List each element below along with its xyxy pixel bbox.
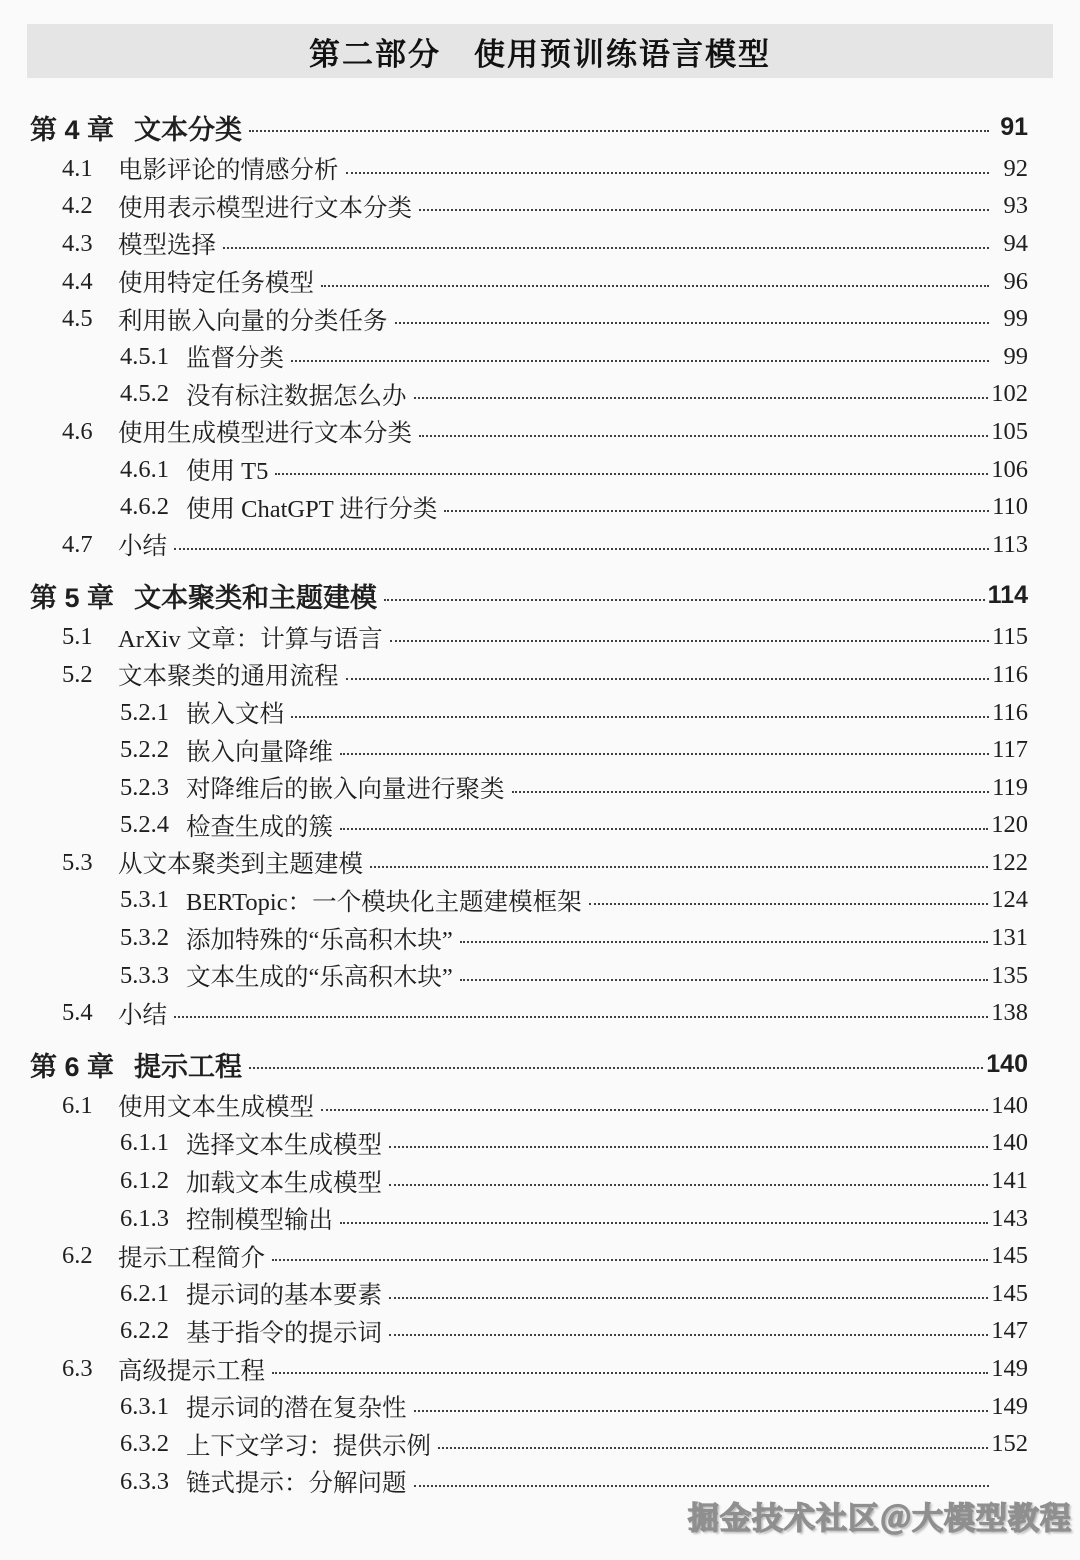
toc-entry-title: 提示词的基本要素 (186, 1282, 382, 1310)
toc-entry-page: 147 (991, 1317, 1028, 1345)
toc-entry-title: 小结 (118, 533, 167, 561)
watermark-text: 掘金技术社区＠大模型教程 (688, 1501, 1072, 1536)
toc-entry-row (30, 919, 1028, 957)
toc-entry-row (30, 994, 1028, 1032)
dot-leader (419, 435, 988, 437)
toc-entry-title: BERTopic：一个模块化主题建模框架 (186, 888, 582, 916)
toc-entry-number: 6.2.2 (120, 1317, 169, 1345)
toc-entry-page: 145 (991, 1242, 1028, 1270)
toc-entry-number: 6.3 (62, 1355, 93, 1383)
toc-entry-number: 6.1.3 (120, 1204, 169, 1232)
dot-leader (438, 1447, 988, 1449)
toc-entry-row (30, 225, 1028, 263)
toc-entry-row (30, 188, 1028, 226)
toc-entry-number: 4.5.1 (120, 342, 169, 370)
dot-leader (389, 1184, 988, 1186)
toc-entry-page: 105 (991, 417, 1028, 445)
toc-entry-page: 91 (1000, 112, 1028, 141)
toc-entry-number: 第 4 章 (30, 114, 115, 145)
toc-entry-row (30, 338, 1028, 376)
toc-entry-row (30, 619, 1028, 657)
toc-entry-number: 6.2.1 (120, 1279, 169, 1307)
toc-entry-number: 4.6.1 (120, 455, 169, 483)
dot-leader (589, 903, 989, 905)
toc-entry-number: 4.2 (62, 192, 93, 220)
toc-entry-row (30, 1237, 1028, 1275)
toc-entry-page: 102 (991, 380, 1028, 408)
toc-entry-row (30, 376, 1028, 414)
dot-leader (444, 510, 989, 512)
toc-entry-title: 电影评论的情感分析 (118, 157, 339, 185)
toc-entry-page: 120 (991, 811, 1028, 839)
toc-entry-page: 141 (991, 1167, 1028, 1195)
dot-leader (414, 1410, 989, 1412)
part-title: 第二部分 使用预训练语言模型 (309, 36, 771, 72)
toc-entry-page: 135 (991, 961, 1028, 989)
toc-entry-title: 没有标注数据怎么办 (186, 382, 407, 410)
toc-entry-title: 提示工程 (134, 1051, 242, 1082)
toc-entry-row (30, 1200, 1028, 1238)
toc-entry-title: 使用 T5 (186, 458, 269, 486)
toc-entry-number: 4.5.2 (120, 380, 169, 408)
toc-entry-row (30, 451, 1028, 489)
dot-leader (340, 828, 988, 830)
toc-entry-title: 基于指令的提示词 (186, 1319, 382, 1347)
dot-leader (389, 1146, 988, 1148)
toc-entry-number: 6.2 (62, 1242, 93, 1270)
toc-entry-page: 138 (991, 999, 1028, 1027)
toc-entry-row (30, 1350, 1028, 1388)
toc-entry-number: 4.6.2 (120, 493, 169, 521)
toc-entry-title: 使用特定任务模型 (118, 270, 314, 298)
dot-leader (395, 322, 990, 324)
toc-entry-row (30, 1275, 1028, 1313)
toc-entry-title: 提示词的潜在复杂性 (186, 1395, 407, 1423)
toc-entry-number: 5.3 (62, 848, 93, 876)
toc-entry-number: 5.2.4 (120, 811, 169, 839)
toc-entry-number: 5.3.2 (120, 924, 169, 952)
toc-entry-title: 监督分类 (186, 345, 284, 373)
dot-leader (389, 1334, 988, 1336)
dot-leader (272, 1259, 988, 1261)
toc-entry-title: 使用 ChatGPT 进行分类 (186, 495, 438, 523)
toc-entry-number: 6.3.2 (120, 1430, 169, 1458)
toc-entry-number: 4.7 (62, 530, 93, 558)
toc-entry-page: 110 (992, 493, 1028, 521)
toc-entry-page: 116 (992, 660, 1028, 688)
toc-entry-number: 5.2.1 (120, 698, 169, 726)
toc-entry-page: 113 (992, 530, 1028, 558)
toc-entry-number: 6.3.1 (120, 1392, 169, 1420)
toc-entry-number: 4.1 (62, 154, 93, 182)
toc-entry-row (30, 656, 1028, 694)
toc-entry-title: 高级提示工程 (118, 1357, 265, 1385)
toc-entry-row (30, 807, 1028, 845)
toc-entry-row (30, 882, 1028, 920)
dot-leader (321, 285, 989, 287)
toc-entry-page: 152 (991, 1430, 1028, 1458)
toc-entry-number: 4.3 (62, 229, 93, 257)
toc-entry-number: 第 5 章 (30, 583, 115, 614)
toc-entry-title: 提示工程简介 (118, 1244, 265, 1272)
dot-leader (384, 599, 985, 601)
dot-leader (291, 716, 989, 718)
toc-entry-page: 96 (1003, 267, 1028, 295)
toc-entry-number: 5.1 (62, 623, 93, 651)
toc-entry-number: 6.1.2 (120, 1167, 169, 1195)
toc-entry-title: 文本聚类和主题建模 (134, 583, 377, 614)
toc-entry-title: 使用生成模型进行文本分类 (118, 420, 412, 448)
toc-entry-page: 124 (991, 886, 1028, 914)
part-header-bar (27, 24, 1053, 78)
toc-entry-number: 5.2 (62, 660, 93, 688)
toc-entry-row (30, 1425, 1028, 1463)
toc-entry-page: 140 (986, 1049, 1028, 1078)
dot-leader (249, 130, 989, 132)
toc-entry-number: 4.6 (62, 417, 93, 445)
dot-leader (460, 979, 989, 981)
toc-entry-title: 选择文本生成模型 (186, 1131, 382, 1159)
dot-leader (512, 791, 990, 793)
dot-leader (460, 941, 989, 943)
toc-entry-page: 140 (991, 1129, 1028, 1157)
toc-entry-row (30, 1087, 1028, 1125)
toc-entry-title: 嵌入向量降维 (186, 738, 333, 766)
toc-entry-page: 119 (992, 773, 1028, 801)
toc-entry-page: 149 (991, 1355, 1028, 1383)
toc-entry-title: 链式提示：分解问题 (186, 1470, 407, 1498)
toc-entry-row (30, 731, 1028, 769)
toc-entry-title: 添加特殊的“乐高积木块” (186, 926, 453, 954)
toc-entry-title: 利用嵌入向量的分类任务 (118, 307, 388, 335)
toc-entry-number: 5.3.3 (120, 961, 169, 989)
dot-leader (275, 473, 988, 475)
dot-leader (340, 1222, 988, 1224)
dot-leader (291, 360, 989, 362)
toc-entry-row (30, 844, 1028, 882)
toc-entry-row (30, 413, 1028, 451)
dot-leader (346, 678, 990, 680)
toc-entry-number: 6.1.1 (120, 1129, 169, 1157)
toc-entry-row (30, 526, 1028, 564)
toc-entry-row (30, 1388, 1028, 1426)
toc-entry-title: ArXiv 文章：计算与语言 (118, 625, 383, 653)
dot-leader (340, 753, 989, 755)
toc-entry-number: 4.5 (62, 305, 93, 333)
toc-entry-title: 嵌入文档 (186, 701, 284, 729)
toc-entry-title: 对降维后的嵌入向量进行聚类 (186, 776, 505, 804)
toc-entry-title: 使用文本生成模型 (118, 1094, 314, 1122)
toc-entry-page: 116 (992, 698, 1028, 726)
dot-leader (389, 1297, 988, 1299)
dot-leader (370, 866, 988, 868)
toc-chapter-row (30, 573, 1028, 619)
toc-entry-number: 4.4 (62, 267, 93, 295)
toc-entry-page: 99 (1003, 305, 1028, 333)
toc-entry-row (30, 263, 1028, 301)
toc-list (0, 78, 1080, 1501)
dot-leader (223, 247, 989, 249)
toc-entry-title: 小结 (118, 1001, 167, 1029)
toc-entry-title: 上下文学习：提供示例 (186, 1432, 431, 1460)
toc-entry-title: 加载文本生成模型 (186, 1169, 382, 1197)
dot-leader (321, 1109, 988, 1111)
toc-entry-title: 控制模型输出 (186, 1207, 333, 1235)
toc-entry-row (30, 150, 1028, 188)
toc-entry-number: 6.1 (62, 1091, 93, 1119)
toc-entry-number: 5.2.3 (120, 773, 169, 801)
toc-entry-row (30, 694, 1028, 732)
toc-entry-title: 文本分类 (134, 114, 242, 145)
dot-leader (419, 209, 989, 211)
dot-leader (414, 397, 989, 399)
dot-leader (174, 1016, 988, 1018)
toc-entry-row (30, 488, 1028, 526)
toc-entry-number: 5.3.1 (120, 886, 169, 914)
toc-entry-page: 115 (992, 623, 1028, 651)
dot-leader (174, 548, 989, 550)
toc-entry-page: 145 (991, 1279, 1028, 1307)
toc-entry-row (30, 1162, 1028, 1200)
toc-entry-row (30, 1125, 1028, 1163)
toc-entry-row (30, 300, 1028, 338)
dot-leader (390, 640, 989, 642)
dot-leader (346, 172, 990, 174)
toc-entry-page: 122 (991, 848, 1028, 876)
toc-entry-title: 模型选择 (118, 232, 216, 260)
toc-entry-page: 114 (987, 581, 1028, 610)
toc-entry-title: 文本生成的“乐高积木块” (186, 964, 453, 992)
toc-entry-page: 149 (991, 1392, 1028, 1420)
toc-entry-page: 140 (991, 1091, 1028, 1119)
toc-entry-number: 第 6 章 (30, 1051, 115, 1082)
dot-leader (272, 1372, 988, 1374)
toc-entry-title: 使用表示模型进行文本分类 (118, 194, 412, 222)
toc-entry-number: 6.3.3 (120, 1467, 169, 1495)
toc-entry-title: 从文本聚类到主题建模 (118, 851, 363, 879)
toc-entry-row (30, 957, 1028, 995)
dot-leader (414, 1485, 990, 1487)
toc-entry-title: 文本聚类的通用流程 (118, 663, 339, 691)
toc-entry-page: 99 (1003, 342, 1028, 370)
toc-chapter-row (30, 104, 1028, 150)
toc-entry-page: 93 (1003, 192, 1028, 220)
toc-chapter-row (30, 1041, 1028, 1087)
toc-entry-page: 92 (1003, 154, 1028, 182)
toc-page (0, 24, 1080, 1536)
toc-entry-number: 5.4 (62, 999, 93, 1027)
toc-entry-page: 131 (991, 924, 1028, 952)
dot-leader (249, 1067, 983, 1069)
toc-entry-title: 检查生成的簇 (186, 813, 333, 841)
toc-entry-page: 143 (991, 1204, 1028, 1232)
toc-entry-page: 117 (992, 736, 1028, 764)
toc-entry-row (30, 1313, 1028, 1351)
toc-entry-page: 94 (1003, 229, 1028, 257)
toc-entry-page: 106 (991, 455, 1028, 483)
toc-entry-number: 5.2.2 (120, 736, 169, 764)
toc-entry-row (30, 769, 1028, 807)
